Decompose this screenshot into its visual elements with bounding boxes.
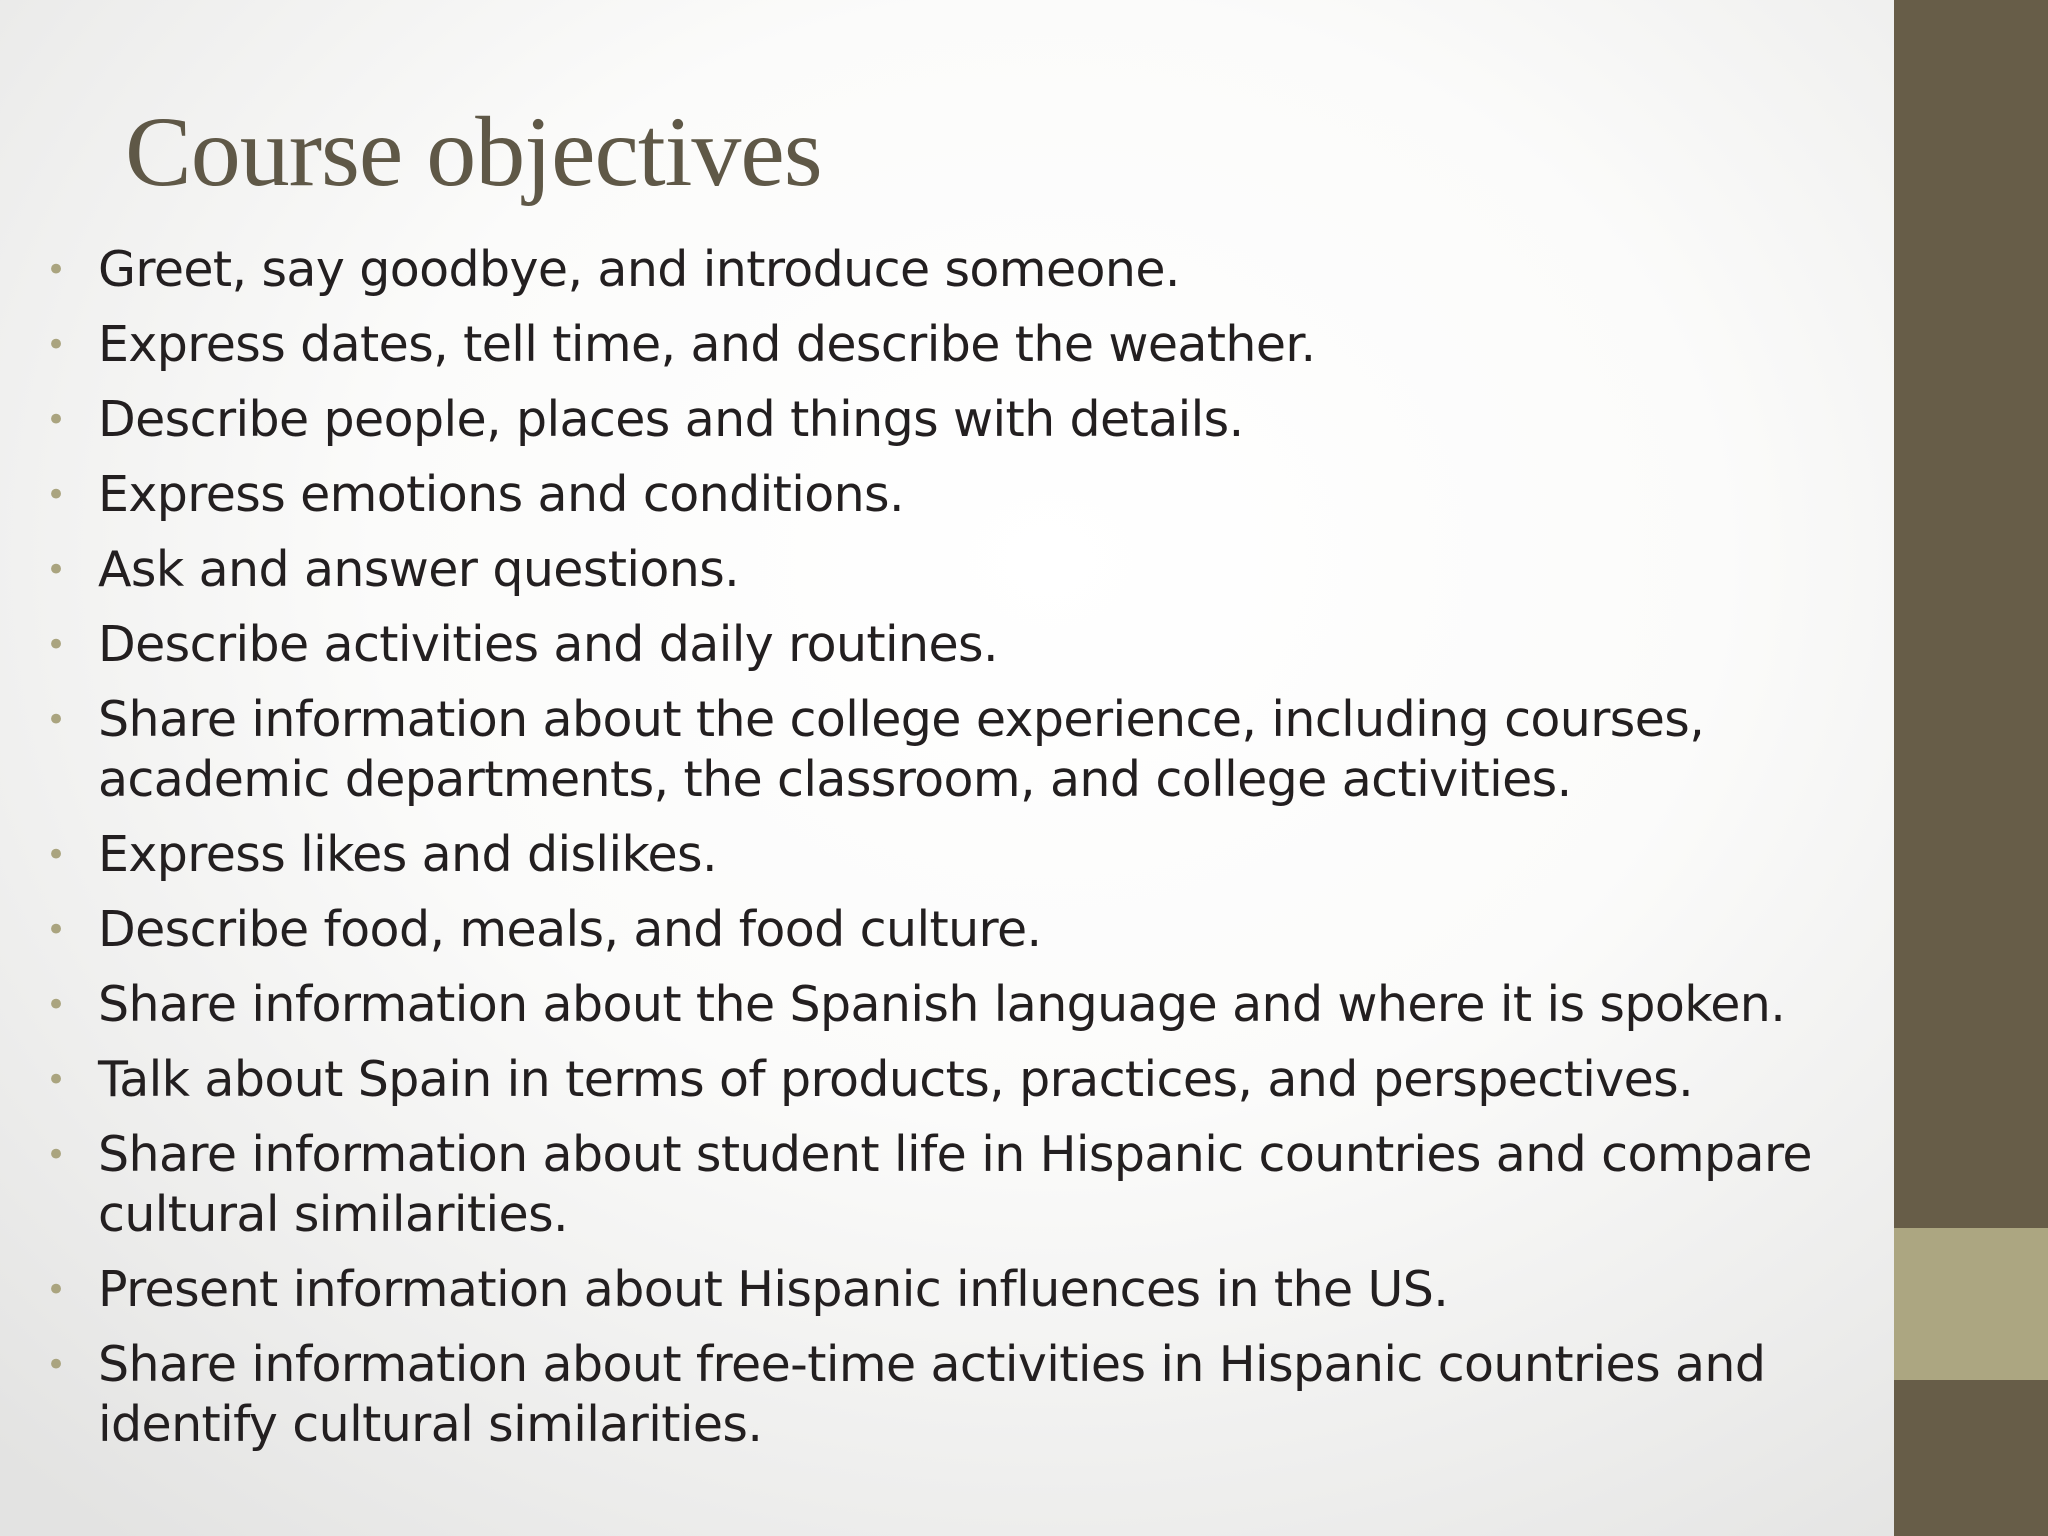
objective-item <box>44 1050 1884 1110</box>
bullet-icon: • <box>46 475 66 515</box>
objective-text: Talk about Spain in terms of products, practices, and perspectives. <box>98 1051 1694 1108</box>
bullet-icon: • <box>46 700 66 740</box>
objective-text: Share information about free-time activities in Hispanic countries and identify cultural similarities. <box>98 1336 1766 1453</box>
objective-item <box>44 1260 1884 1320</box>
bullet-icon: • <box>46 550 66 590</box>
objective-text: Present information about Hispanic influences in the US. <box>98 1261 1449 1318</box>
bullet-icon: • <box>46 625 66 665</box>
bullet-icon: • <box>46 835 66 875</box>
objective-text: Share information about the college experience, including courses, academic departments, the classroom, and college activities. <box>98 691 1705 808</box>
slide-title: Course objectives <box>125 96 822 207</box>
objective-item <box>44 390 1884 450</box>
objective-text: Express likes and dislikes. <box>98 826 717 883</box>
objective-text: Share information about the Spanish language and where it is spoken. <box>98 976 1786 1033</box>
bullet-icon: • <box>46 325 66 365</box>
objective-text: Greet, say goodbye, and introduce someone. <box>98 241 1180 298</box>
bullet-icon: • <box>46 1060 66 1100</box>
objective-text: Ask and answer questions. <box>98 541 740 598</box>
objective-item <box>44 540 1884 600</box>
objective-text: Express dates, tell time, and describe the weather. <box>98 316 1316 373</box>
objective-item <box>44 1125 1884 1245</box>
objective-text: Describe activities and daily routines. <box>98 616 998 673</box>
objective-text: Express emotions and conditions. <box>98 466 904 523</box>
objective-item <box>44 900 1884 960</box>
objective-item <box>44 825 1884 885</box>
objective-item <box>44 975 1884 1035</box>
objective-text: Describe people, places and things with details. <box>98 391 1244 448</box>
objective-item <box>44 615 1884 675</box>
side-accent-block <box>1894 1228 2048 1380</box>
bullet-icon: • <box>46 1135 66 1175</box>
objective-text: Describe food, meals, and food culture. <box>98 901 1042 958</box>
objective-text: Share information about student life in Hispanic countries and compare cultural similarities. <box>98 1126 1812 1243</box>
objective-item <box>44 465 1884 525</box>
bullet-icon: • <box>46 400 66 440</box>
objective-item <box>44 690 1884 810</box>
bullet-icon: • <box>46 1345 66 1385</box>
objectives-list <box>44 240 1884 1470</box>
objective-item <box>44 240 1884 300</box>
bullet-icon: • <box>46 985 66 1025</box>
objective-item <box>44 1335 1884 1455</box>
objective-item <box>44 315 1884 375</box>
bullet-icon: • <box>46 910 66 950</box>
bullet-icon: • <box>46 1270 66 1310</box>
bullet-icon: • <box>46 250 66 290</box>
